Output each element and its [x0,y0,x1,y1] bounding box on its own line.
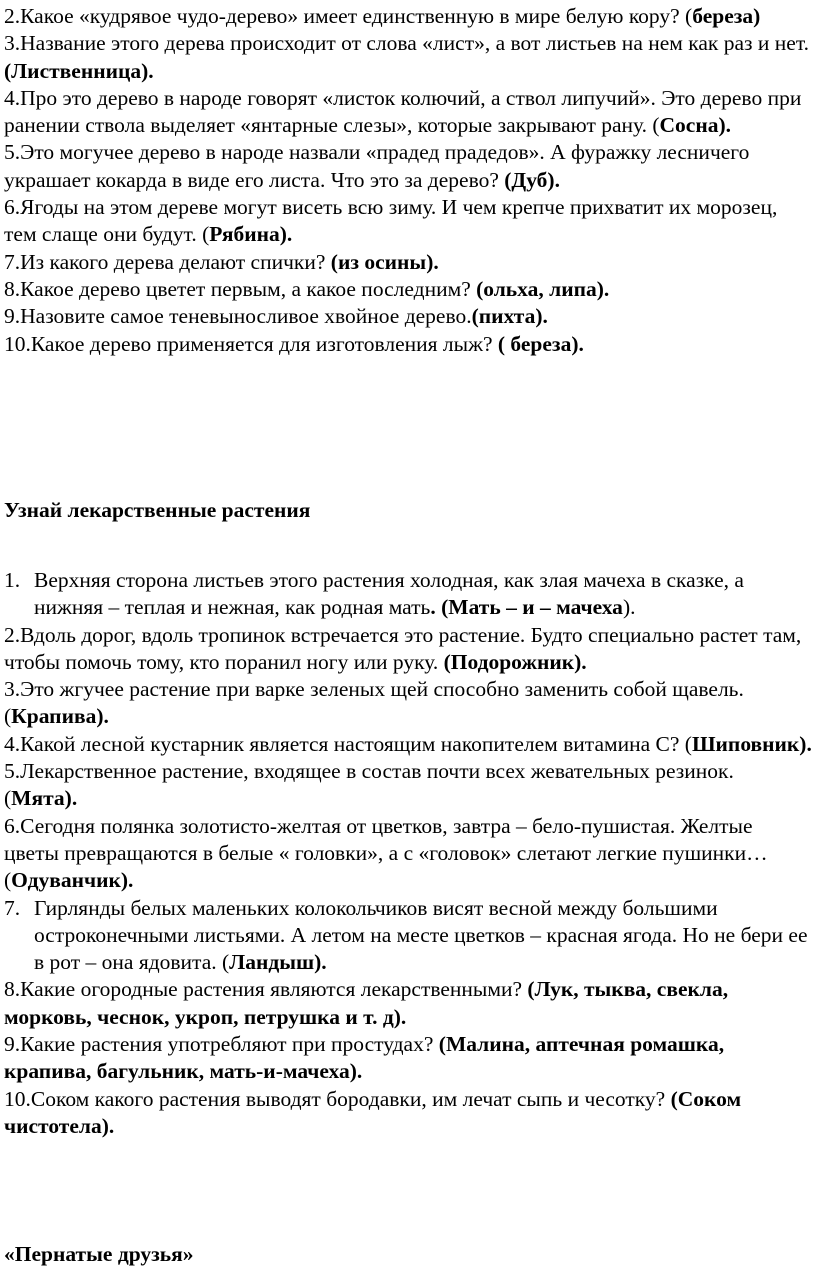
question-9: 9.Назовите самое теневыносливое хвойное дерево.(пихта). [4,304,548,329]
question-7: 7.Из какого дерева делают спички? (из осины). [4,249,439,274]
section-heading-birds: «Пернатые друзья» [4,1242,194,1266]
question-6: 6.Ягоды на этом дереве могут висеть всю зиму. И чем крепче прихватит их морозец, тем слаще они будут. (Рябина). [4,195,778,247]
question-4: 4.Про это дерево в народе говорят «листок колючий, а ствол липучий». Это дерево при ранении ствола выделяет «янтарные слезы», которые закрывают рану. (Сосна). [4,85,802,138]
question-2: 2.Какое «кудрявое чудо-дерево» имеет единственную в мире белую кору? (береза) [4,4,761,28]
plant-question-3: 3.Это жгучее растение при варке зеленых щей способно заменить собой щавель. (Крапива). [4,677,744,729]
plant-question-6: 6.Сегодня полянка золотисто-желтая от цветков, завтра – бело-пушистая. Желтые цветы превращаются в белые « головки», а с «головок» слетают легкие пушинки…(Одуванчик). [4,813,768,893]
question-10: 10.Какое дерево применяется для изготовления лыж? ( береза). [4,331,584,356]
question-8: 8.Какое дерево цветет первым, а какое последним? (ольха, липа). [4,276,610,301]
plant-question-9: 9.Какие растения употребляют при простудах? (Малина, аптечная ромашка, крапива, багульник, мать-и-мачеха). [4,1032,725,1084]
section-heading-plants: Узнай лекарственные растения [4,498,311,522]
plant-question-2: 2.Вдоль дорог, вдоль тропинок встречается это растение. Будто специально растет там, чтобы помочь тому, кто поранил ногу или руку. (Подорожник). [4,622,802,674]
trees-quiz [0,3,812,358]
plant-question-8: 8.Какие огородные растения являются лекарственными? (Лук, тыква, свекла, морковь, чеснок, укроп, петрушка и т. д). [4,977,729,1029]
plants-quiz [0,567,812,1140]
plant-question-4: 4.Какой лесной кустарник является настоящим накопителем витамина С? (Шиповник). [4,731,812,756]
plant-question-5: 5.Лекарственное растение, входящее в состав почти всех жевательных резинок. (Мята). [4,759,734,811]
plant-question-7: 7. Гирлянды белых маленьких колокольчиков висят весной между большими остроконечными листьями. А летом на месте цветков – красная ягода. Но не бери ее в рот – она ядовита. (Ландыш). [4,895,808,975]
question-5: 5.Это могучее дерево в народе назвали «прадед прадедов». А фуражку лесничего украшает кокарда в виде его листа. Что это за дерево? (Дуб). [4,140,750,192]
plant-question-10: 10.Соком какого растения выводят бородавки, им лечат сыпь и чесотку? (Соком чистотела). [4,1086,742,1138]
plant-question-1: 1. Верхняя сторона листьев этого растения холодная, как злая мачеха в сказке, а нижняя – теплая и нежная, как родная мать. (Мать – и – мачеха). [4,568,744,620]
question-3: 3.Название этого дерева происходит от слова «лист», а вот листьев на нем как раз и нет. (Лиственница). [4,31,809,83]
